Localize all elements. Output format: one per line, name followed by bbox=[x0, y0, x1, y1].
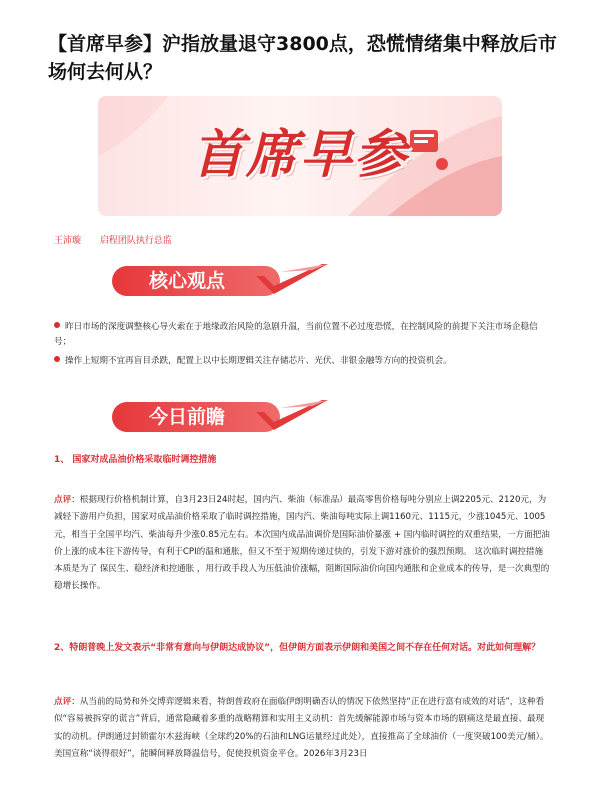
comment-lead: 点评： bbox=[54, 697, 80, 707]
author-role: 启程团队执行总监 bbox=[99, 236, 172, 246]
bullet-point: 昨日市场的深度调整核心导火索在于地缘政治风险的急剧升温，当前位置不必过度恐慌，在控制风险的前提下关注市场企稳信号； bbox=[54, 322, 538, 347]
article-title: 【首席早参】沪指放量退守3800点，恐慌情绪集中释放后市场何去何从？ bbox=[48, 33, 557, 83]
comment-body: 根据现行价格机制计算，自3月23日24时起，国内汽、柴油（标准品）最高零售价格每吨分别应上调2205元、2120元，为减轻下游用户负担，国家对成品油价格采取了临时调控措施，国内汽、柴油每吨实际上调1160元、1115元，少涨1045元、1005元，相当于全国平均汽、柴油每升少涨0.85元左右。本次国内成品油调价是国际油价暴涨 + 国内临时调控的双重结果，一方面把油价上涨的成本往下游传导，有利于CPI的温和通胀，但又不至于短期传递过快的，引发下游对涨价的强烈预期。 这次临时调控措施本质是为了 保民生、稳经济和控通胀 ，用行政手段人为压低油价涨幅，阻断国际油价向国内通胀和企业成本的传导，是一次典型的稳增长操作。 bbox=[54, 495, 550, 592]
section-title: 核心观点 bbox=[148, 270, 225, 292]
author-line bbox=[54, 233, 188, 246]
comment-lead: 点评： bbox=[54, 495, 80, 505]
bullet-dot-icon bbox=[54, 322, 60, 328]
check-swoosh-icon bbox=[252, 262, 332, 302]
item-heading: 1、 国家对成品油价格采取临时调控措施 bbox=[54, 455, 217, 465]
bullet-point: 操作上短期不宜再盲目杀跌，配置上以中长期逻辑关注存储芯片、光伏、非银金融等方向的投资机会。 bbox=[54, 354, 550, 369]
item-commentary bbox=[54, 694, 550, 763]
item-commentary bbox=[54, 492, 550, 596]
section-header-preview bbox=[112, 398, 332, 438]
section-title: 今日前瞻 bbox=[148, 406, 225, 428]
author-name: 王沛璇 bbox=[54, 236, 82, 246]
comment-body: 从当前的局势和外交博弈逻辑来看，特朗普政府在面临伊朗明确否认的情况下依然坚持“正在进行富有成效的对话”，这种看似“容易被拆穿的谎言”背后，通常隐藏着多重的战略精算和实用主义动机：首先缓解能源市场与资本市场的剧痛这是最直接、最现实的动机。伊朗通过封锁霍尔木兹海峡（全球约20%的石油和LNG运量经过此处），直接推高了全球油价（一度突破100美元/桶）。美国宣称“谈得很好”，能瞬间释放降温信号，促使投机资金平仓。2026年3月23日 bbox=[54, 697, 549, 759]
banner-logo-text: 首席早参 bbox=[191, 125, 408, 185]
header-banner bbox=[98, 96, 502, 216]
item-heading: 2、特朗普晚上发文表示“非常有意向与伊朗达成协议”，但伊朗方面表示伊朗和美国之间不存在任何对话。对此如何理解？ bbox=[54, 643, 541, 653]
section-header-core-views bbox=[112, 262, 332, 302]
bullet-dot-icon bbox=[54, 356, 60, 362]
check-swoosh-icon bbox=[252, 398, 332, 438]
